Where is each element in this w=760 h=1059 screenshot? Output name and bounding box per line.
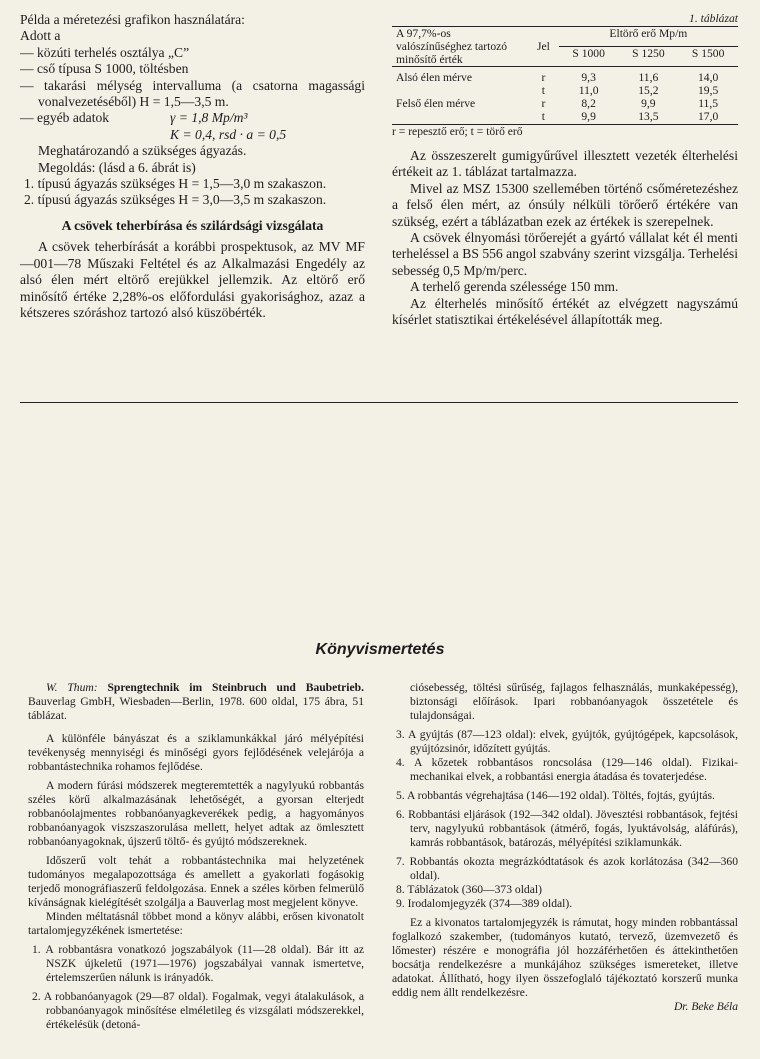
body-paragraph: A terhelő gerenda szélessége 150 mm. bbox=[410, 279, 619, 295]
given-item: — közúti terhelés osztálya „C” bbox=[20, 44, 190, 60]
cell: 11,0 bbox=[578, 84, 599, 97]
solution-line: Megoldás: (lásd a 6. ábrát is) bbox=[38, 159, 196, 175]
section-heading: A csövek teherbírása és szilárdsági vizsgálata bbox=[61, 217, 324, 233]
given-item: — cső típusa S 1000, töltésben bbox=[20, 61, 189, 77]
review-closing: Ez a kivonatos tartalomjegyzék is rámutat, hogy minden robbantással foglalkozó szakember, (tudományos kutató, tervező, üzemvezető és lőmester) részére e monográfia jól hozzáférhetően és áttekinthetően bocsátja rendelkezésre a munkájához szükséges ismereteket, illetve adatokat. Állítható, hogy ilyen összefoglaló tájékoztató korszerű munka eddig nem állt rendelkezésre. bbox=[392, 916, 738, 999]
toc-item: 5. A robbantás végrehajtása (146—192 oldal). Töltés, fojtás, gyújtás. bbox=[396, 789, 715, 802]
table-header-sym: Jel bbox=[528, 27, 559, 67]
table-subheader: S 1250 bbox=[632, 47, 665, 60]
row-label: Felső élen mérve bbox=[396, 97, 476, 110]
cell: 8,2 bbox=[581, 97, 596, 110]
cell: 17,0 bbox=[697, 110, 719, 123]
table-footnote: r = repesztő erő; t = törő erő bbox=[392, 124, 738, 139]
given-item: — egyéb adatok bbox=[20, 110, 110, 126]
cell: 14,0 bbox=[697, 71, 719, 84]
review-paragraph: Minden méltatásnál többet mond a könyv alábbi, erősen kivonatolt tartalomjegyzékének ismertetése: bbox=[28, 910, 364, 937]
table-row bbox=[392, 97, 738, 110]
gamma-value: γ = 1,8 Mp/m³ bbox=[170, 110, 248, 126]
review-left-column bbox=[28, 681, 364, 1032]
table-subheader: S 1000 bbox=[572, 47, 605, 60]
review-title: Könyvismertetés bbox=[315, 641, 445, 658]
example-intro: Példa a méretezési grafikon használatára: bbox=[20, 12, 245, 27]
table-row bbox=[392, 110, 738, 123]
table-group-header: Eltörő erő Mp/m bbox=[559, 27, 738, 47]
toc-item: 1. A robbantásra vonatkozó jogszabályok (11—28 oldal). Bár itt az NSZK újkeletű (1971—1976) jogszabályai vannak ismertetve, értelemszerűen nálunk is irányadók. bbox=[32, 943, 364, 984]
review-paragraph: Időszerű volt tehát a robbantástechnika mai helyzetének tudományos megalapozottsága és amellett a gyakorlati fogásokig terjedő monográfiaszerű feldolgozása. Ennek a széles körben felmerülő kívánságnak kielégítését szolgálja a Bauverlag most megjelent könyve. bbox=[28, 854, 364, 909]
cell: 9,9 bbox=[581, 110, 596, 123]
toc-item: 2. A robbanóanyagok (29—87 oldal). Fogalmak, vegyi átalakulások, a robbanóanyagok minősítése elméletileg és vizsgálati módszerekkel, értékelésük (detoná- bbox=[32, 990, 364, 1031]
toc-item: 3. A gyújtás (87—123 oldal): elvek, gyújtók, gyújtógépek, kapcsolások, gyújtózsinór, időzített gyújtás. bbox=[396, 728, 738, 755]
table-row bbox=[392, 71, 738, 84]
cell: 9,3 bbox=[581, 71, 596, 84]
row-label: Alsó élen mérve bbox=[396, 71, 472, 84]
cell: 9,9 bbox=[641, 97, 656, 110]
toc-item: 4. A kőzetek robbantásos roncsolása (129—146 oldal). Fizikai-mechanikai elvek, a robbantási energia átadása és tovaterjedése. bbox=[396, 756, 738, 783]
row-label bbox=[392, 110, 528, 123]
section-divider bbox=[20, 402, 738, 403]
determine-line: Meghatározandó a szükséges ágyazás. bbox=[38, 143, 247, 159]
review-paragraph: A modern fúrási módszerek megteremtették a nagylyukú robbantás széles körű alkalmazásának lehetőségét, a gyorsan elterjedt robbanóolajmentes robbanóanyagkeverékek pedig, a hagyományos robbanóanyagok viszszaszorulása mellett, helyet adtak az ömlesztett robbanóanyagoknak, újszerű töltő- és gyújtó módszereknek. bbox=[28, 779, 364, 848]
row-label bbox=[392, 84, 528, 97]
given-label: Adott a bbox=[20, 28, 61, 44]
cell: 11,5 bbox=[698, 97, 719, 110]
citation-details: Bauverlag GmbH, Wiesbaden—Berlin, 1978. 600 oldal, 175 ábra, 51 táblázat. bbox=[28, 695, 364, 722]
cell: 15,2 bbox=[638, 84, 659, 97]
solution-item: 2. típusú ágyazás szükséges H = 3,0—3,5 m szakaszon. bbox=[24, 192, 327, 208]
row-sym: r bbox=[541, 71, 546, 84]
body-paragraph: Az összeszerelt gumigyűrűvel illesztett vezeték élterhelési értékeit az 1. táblázat tartalmazza. bbox=[392, 148, 738, 180]
toc-item: 7. Robbantás okozta megrázkódtatások és azok korlátozása (342—360 oldal). bbox=[396, 855, 738, 882]
toc-item: 6. Robbantási eljárások (192—342 oldal). Jövesztési robbantások, fejtési terv, nagylyukú robbantások (átmérő, fogás, lyuktávolság, aláfúrás), kamrás robbantások, batározás, mélyépítési sziklamunkák. bbox=[396, 808, 738, 849]
cell: 11,6 bbox=[638, 71, 659, 84]
table-header-label: A 97,7%-os valószínűséghez tartozó minősítő érték bbox=[392, 27, 528, 67]
review-right-column bbox=[392, 681, 738, 1014]
body-paragraph: Az élterhelés minősítő értékét az elvégzett nagyszámú kísérlet statisztikai értékelésével állapították meg. bbox=[392, 295, 738, 328]
row-sym: r bbox=[541, 97, 546, 110]
table-row bbox=[392, 84, 738, 97]
given-item: — takarási mélység intervalluma (a csatorna magassági vonalvezetéséből) H = 1,5—3,5 m. bbox=[20, 77, 365, 110]
citation-author: W. Thum: bbox=[46, 681, 98, 694]
review-paragraph: A különféle bányászat és a sziklamunkákkal járó mélyépítési tevékenység mennyiségi és minőségi gyors fejlődésének velejárója a robbantástechnika rohamos fejlődése. bbox=[28, 732, 364, 773]
table-caption: 1. táblázat bbox=[689, 12, 738, 25]
other-data-row bbox=[20, 110, 365, 126]
row-sym: t bbox=[541, 110, 545, 123]
toc-item: 8. Táblázatok (360—373 oldal) bbox=[396, 883, 542, 896]
reviewer-signature: Dr. Beke Béla bbox=[673, 1000, 738, 1013]
citation-title: Sprengtechnik im Steinbruch und Baubetrieb. bbox=[107, 681, 364, 694]
body-paragraph: Mivel az MSZ 15300 szellemében történő csőméretezéshez a felső élen mért, az ónsúly nélküli törőerő értékére van szükség, ezért a táblázatban ezek az értékek is szerepelnek. bbox=[392, 180, 738, 229]
citation bbox=[28, 681, 364, 723]
toc-continuation: ciósebesség, töltési sűrűség, fajlagos felhasználás, munkaképesség), biztonsági előírások. Ipari robbanóanyagok összetétele és tulajdonságai. bbox=[410, 681, 738, 722]
k-value: K = 0,4, rsd · a = 0,5 bbox=[170, 126, 287, 142]
toc-item: 9. Irodalomjegyzék (374—389 oldal). bbox=[396, 897, 573, 910]
top-right-column bbox=[392, 12, 738, 328]
top-left-column bbox=[20, 12, 365, 321]
cell: 19,5 bbox=[697, 84, 719, 97]
solution-item: 1. típusú ágyazás szükséges H = 1,5—3,0 m szakaszon. bbox=[24, 176, 327, 192]
row-sym: t bbox=[541, 84, 545, 97]
table-subheader: S 1500 bbox=[691, 47, 725, 60]
body-paragraph: A csövek élnyomási törőerejét a gyártó vállalat két él menti terheléssel a BS 556 angol szabvány szerint vizsgálja. Terhelési sebesség 0,5 Mp/m/perc. bbox=[392, 230, 738, 278]
data-table bbox=[392, 26, 738, 123]
body-paragraph: A csövek teherbírását a korábbi prospektusok, az MV MF—001—78 Műszaki Feltétel és az Alkalmazási Engedély az alsó élen mért eltörő erejükkel jellemzik. Az eltörő erő minősítő értéke 2,28%-os előfordulási gyakorisághoz, azaz a kétszeres szóráshoz tartozó alsó küszöbérték. bbox=[20, 239, 365, 320]
cell: 13,5 bbox=[638, 110, 659, 123]
